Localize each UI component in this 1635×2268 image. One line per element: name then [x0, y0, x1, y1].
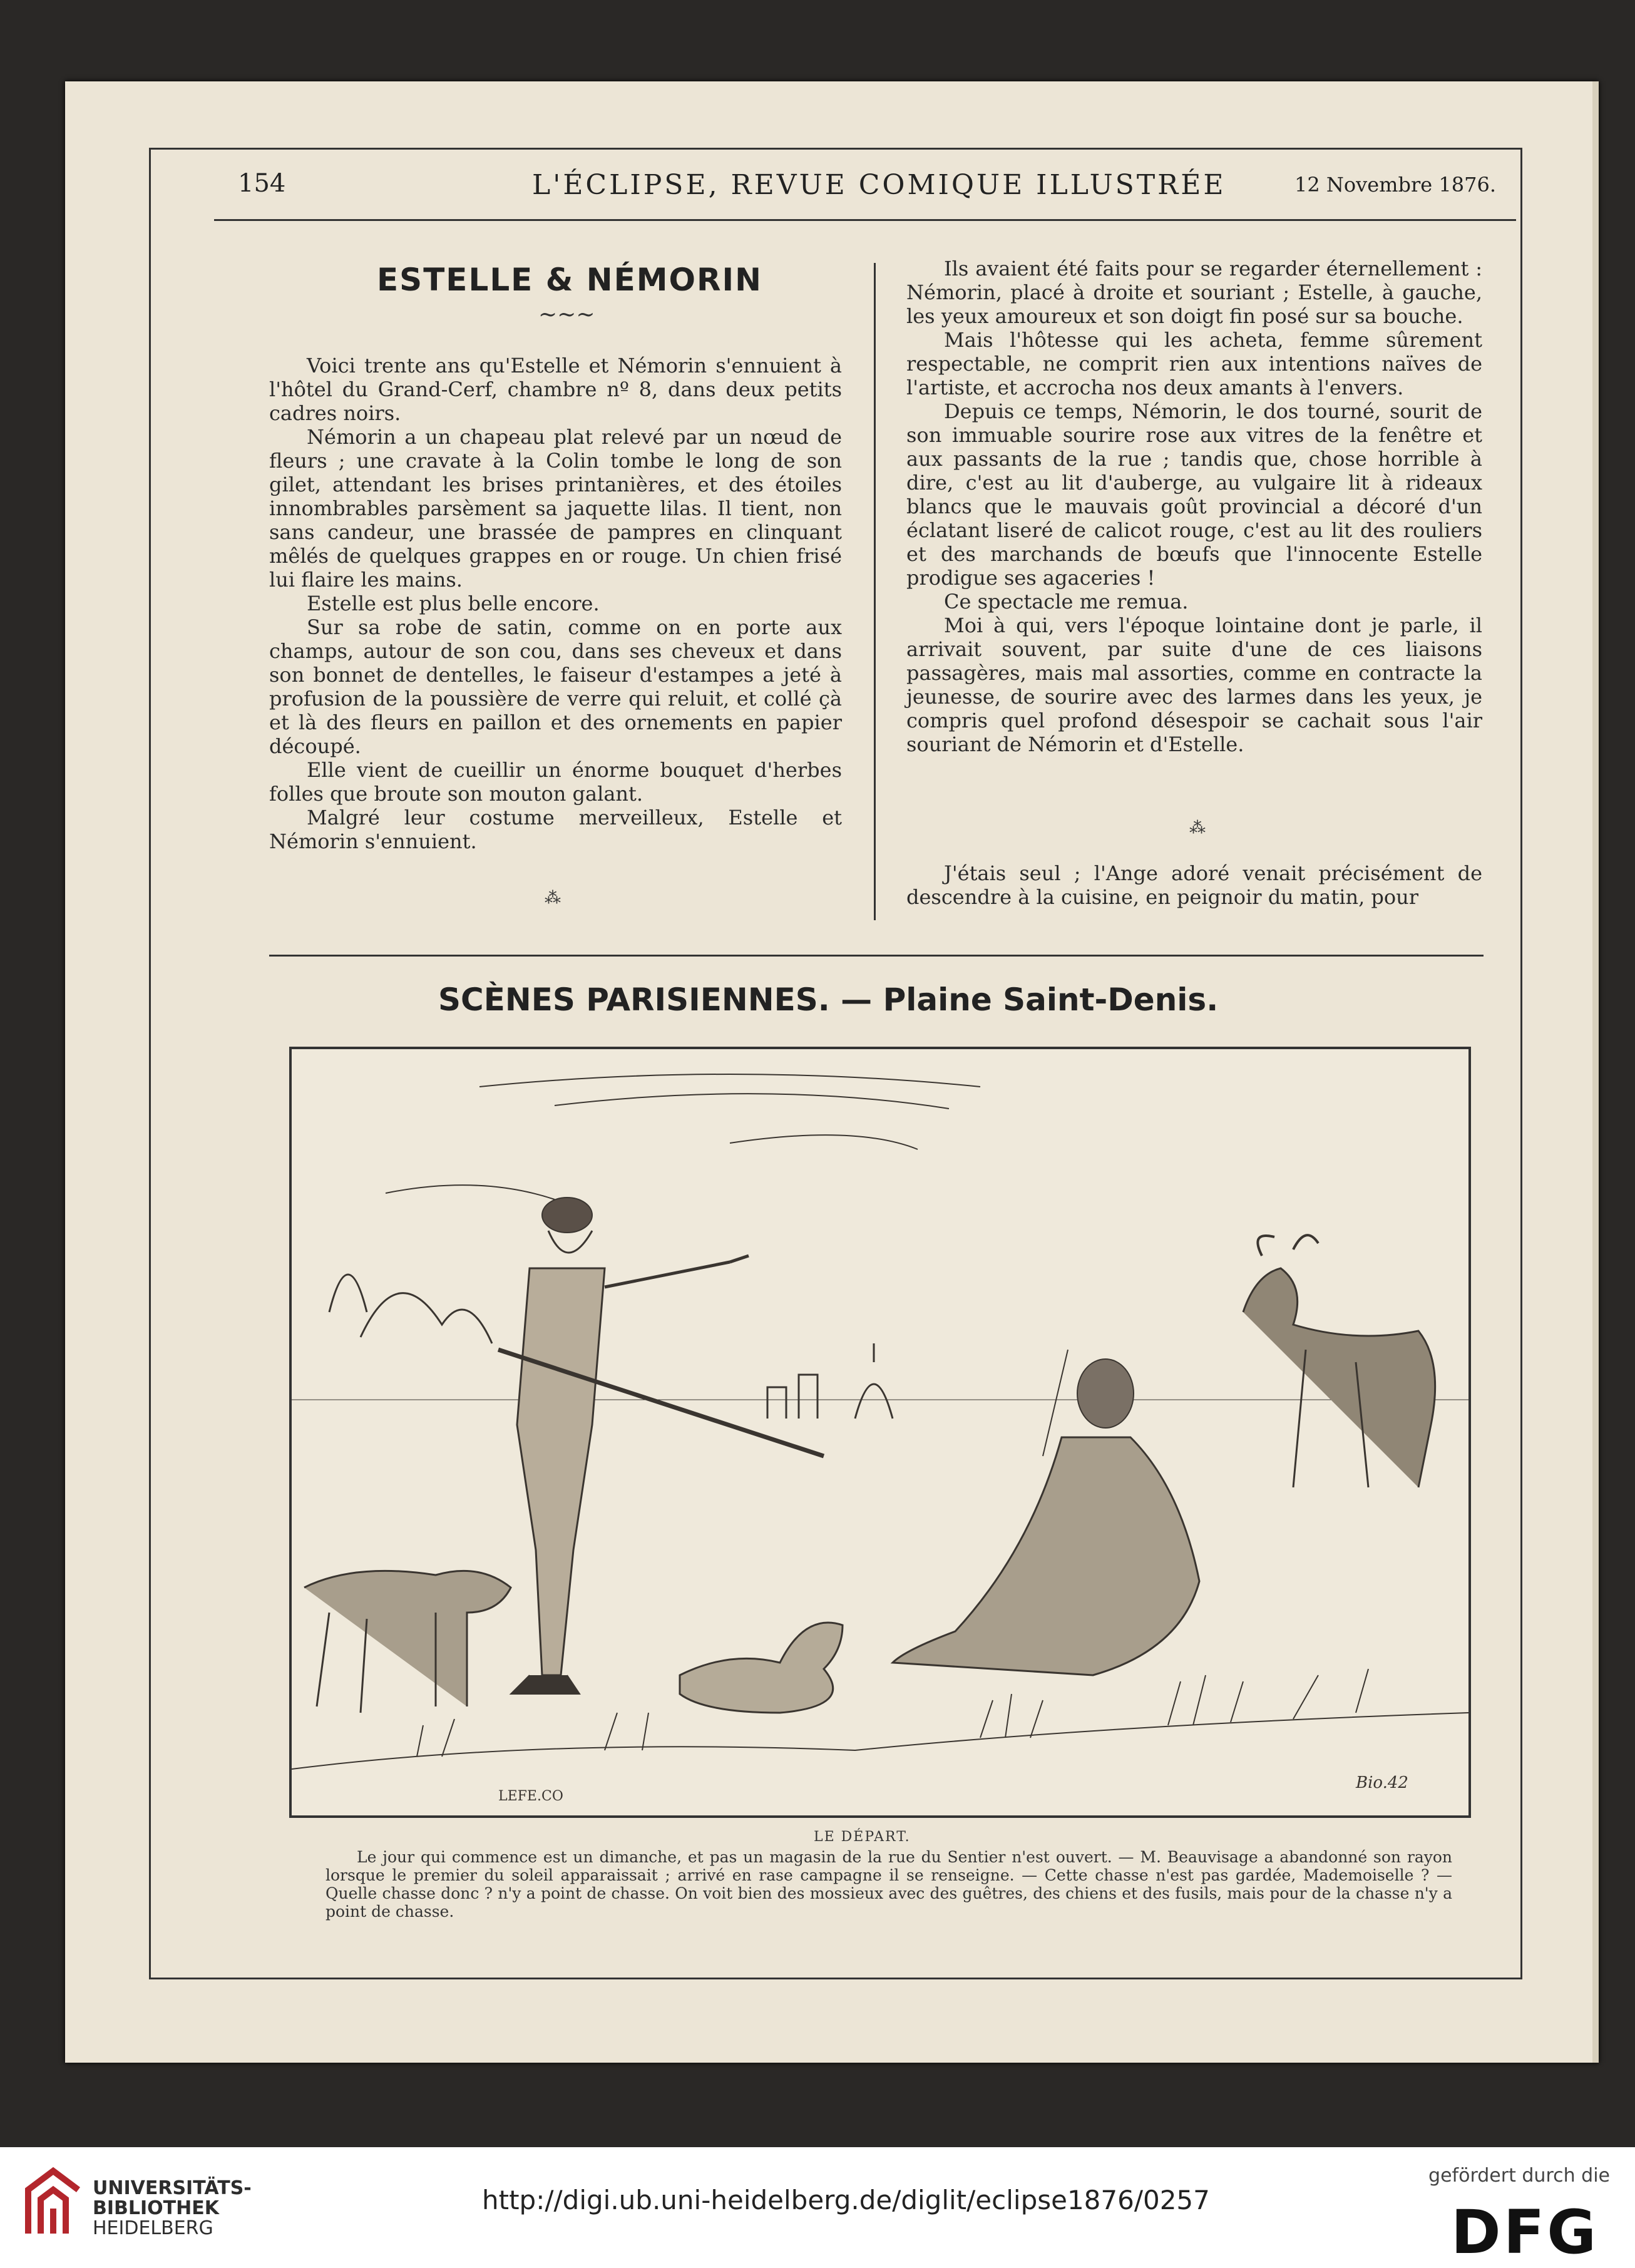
permalink-url[interactable]: http://digi.ub.uni-heidelberg.de/diglit/eclipse1876/0257 — [482, 2185, 1210, 2215]
sponsor-text: gefördert durch die — [1428, 2165, 1610, 2187]
title-ornament: ~~~ — [538, 302, 595, 327]
paragraph: Ils avaient été faits pour se regarder éternellement : Némorin, placé à droite et souriant ; Estelle, à gauche, les yeux amoureux et son doigt fin posé sur sa bouche. — [906, 257, 1482, 328]
library-line-1: UNIVERSITÄTS- — [93, 2177, 252, 2199]
paragraph: J'étais seul ; l'Ange adoré venait précisément de descendre à la cuisine, en peignoir du matin, pour — [906, 861, 1482, 909]
page-header — [156, 169, 1509, 207]
header-rule — [214, 219, 1516, 221]
engraving-drawing — [292, 1049, 1468, 1815]
paragraph: Depuis ce temps, Némorin, le dos tourné, sourit de son immuable sourire rose aux vitres de la fenêtre et aux passants de la rue ; tandis que, chose horrible à dire, c'est au lit d'auberge, au vulgaire lit à rideaux blancs que le mauvais goût provincial a décoré d'un éclatant liseré de calicot rouge, c'est au lit des rouliers et des marchands de bœufs que l'innocente Estelle prodigue ses agaceries ! — [906, 399, 1482, 590]
section-stars-right: ⁂ — [1189, 819, 1206, 838]
article-left-column — [269, 354, 842, 853]
dfg-logo: DFG — [1451, 2197, 1599, 2267]
section-rule — [269, 955, 1484, 957]
library-line-3: HEIDELBERG — [93, 2217, 213, 2239]
column-divider — [874, 263, 876, 920]
scenes-title: SCÈNES PARISIENNES. — Plaine Saint-Denis. — [438, 982, 1219, 1018]
section-stars: ⁂ — [545, 889, 561, 908]
paragraph: Némorin a un chapeau plat relevé par un nœud de fleurs ; une cravate à la Colin tombe le long de son gilet, attendant les brises printanières, et des étoiles innombrables parsèment sa jaquette lilas. Il tient, non sans candeur, une brassée de pampres en clinquant mêlés de quelques grappes en or rouge. Un chien frisé lui flaire les mains. — [269, 425, 842, 592]
university-name — [93, 2178, 252, 2239]
caption-title: LE DÉPART. — [814, 1829, 911, 1845]
paragraph: Moi à qui, vers l'époque lointaine dont je parle, il arrivait souvent, par suite d'une de ces liaisons passagères, mais mal assorties, comme en contracte la jeunesse, de sourire avec des larmes dans les yeux, je compris quel profond désespoir se cachait sous l'air souriant de Némorin et d'Estelle. — [906, 613, 1482, 756]
article-right-continued — [906, 861, 1482, 909]
journal-title: L'ÉCLIPSE, REVUE COMIQUE ILLUSTRÉE — [532, 169, 1226, 201]
university-logo-icon — [19, 2165, 88, 2242]
issue-date: 12 Novembre 1876. — [1294, 173, 1496, 197]
article-title: ESTELLE & NÉMORIN — [377, 262, 762, 298]
paragraph: Sur sa robe de satin, comme on en porte aux champs, autour de son cou, dans ses cheveux et dans son bonnet de dentelles, le faiseur d'estampes a jeté à profusion de la poussière de verre qui reluit, et collé çà et là des fleurs en paillon et des ornements en papier découpé. — [269, 615, 842, 758]
paragraph: Mais l'hôtesse qui les acheta, femme sûrement respectable, ne comprit rien aux intentions naïves de l'artiste, et accrocha nos deux amants à l'envers. — [906, 328, 1482, 399]
page-number: 154 — [238, 169, 286, 198]
paragraph: Malgré leur costume merveilleux, Estelle et Némorin s'ennuient. — [269, 806, 842, 853]
paragraph: Voici trente ans qu'Estelle et Némorin s'ennuient à l'hôtel du Grand-Cerf, chambre nº 8, dans deux petits cadres noirs. — [269, 354, 842, 425]
engraving-illustration — [289, 1047, 1471, 1818]
illustration-caption — [325, 1848, 1452, 1921]
library-line-2: BIBLIOTHEK — [93, 2197, 219, 2219]
engraver-signature-left: LEFE.CO — [498, 1788, 563, 1804]
engraver-signature-right: Bio.42 — [1356, 1773, 1408, 1792]
paragraph: Elle vient de cueillir un énorme bouquet d'herbes folles que broute son mouton galant. — [269, 758, 842, 806]
paragraph: Ce spectacle me remua. — [944, 590, 1189, 613]
article-right-column — [906, 257, 1482, 756]
caption-text: Le jour qui commence est un dimanche, et pas un magasin de la rue du Sentier n'est ouvert. — M. Beauvisage a abandonné son rayon lorsque le premier du soleil apparaissait ; arrivé en rase campagne il se renseigne. — Cette chasse n'est pas gardée, Mademoiselle ? — Quelle chasse donc ? n'y a point de chasse. On voit bien des mossieux avec des guêtres, des chiens et des fusils, mais pour de la chasse n'y a point de chasse. — [325, 1848, 1452, 1921]
paragraph: Estelle est plus belle encore. — [307, 592, 600, 615]
